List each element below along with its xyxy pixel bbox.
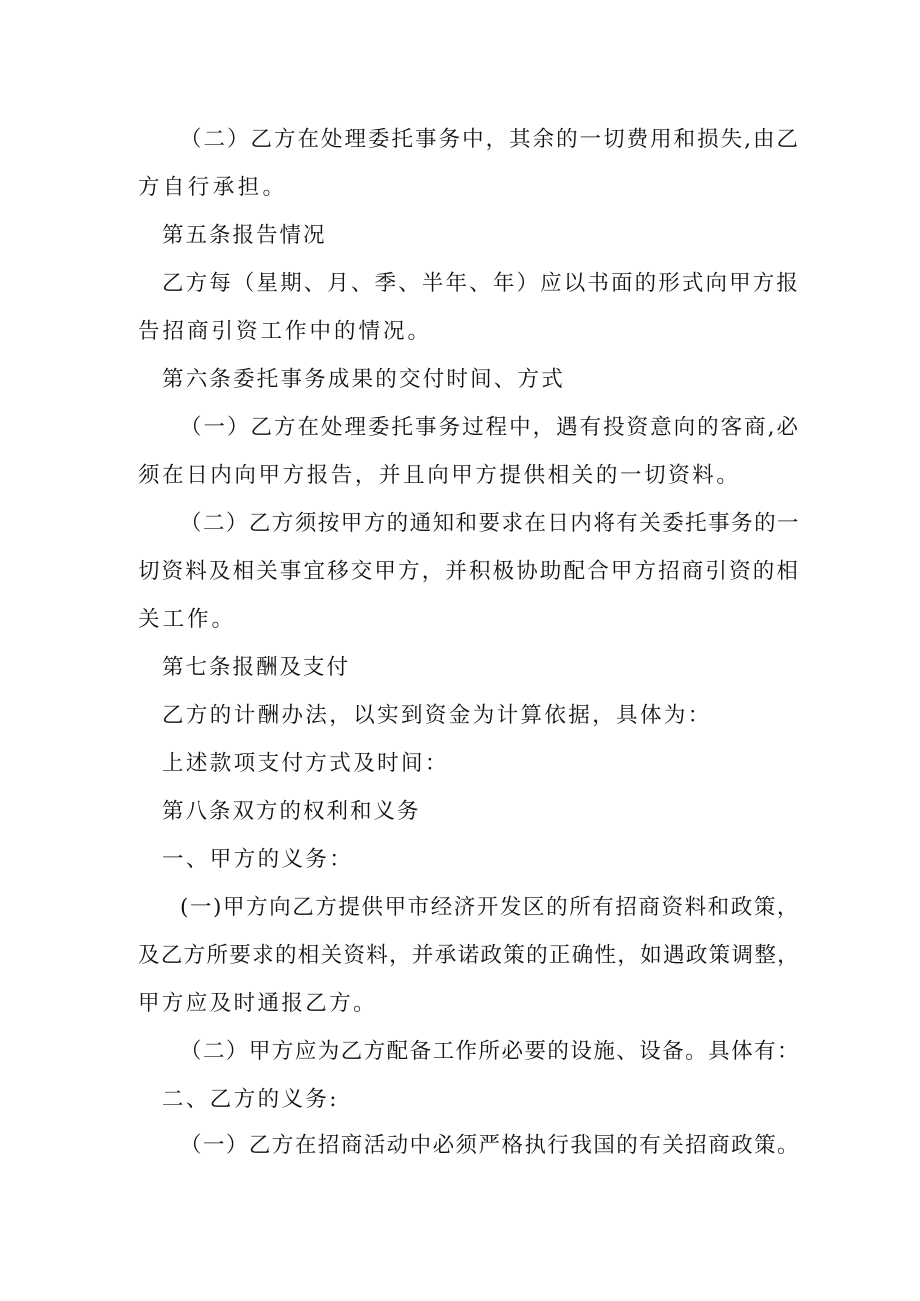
payment-method: 上述款项支付方式及时间： — [162, 751, 449, 776]
section-6-heading: 第六条委托事务成果的交付时间、方式 — [162, 367, 565, 392]
delivery-item-1-line-2: 须在日内向甲方报告，并且向甲方提供相关的一切资料。 — [138, 463, 741, 488]
paragraph-2-line-1: （二）乙方在处理委托事务中，其余的一切费用和损失,由乙 — [180, 127, 800, 152]
section-7-heading: 第七条报酬及支付 — [162, 655, 351, 680]
report-paragraph-line-2: 告招商引资工作中的情况。 — [138, 319, 433, 344]
party-a-item-2: （二）甲方应为乙方配备工作所必要的设施、设备。具体有： — [180, 1039, 800, 1064]
section-5-heading: 第五条报告情况 — [162, 223, 327, 248]
remuneration-method: 乙方的计酬办法，以实到资金为计算依据，具体为： — [162, 703, 712, 728]
party-b-item-1: （一）乙方在招商活动中必须严格执行我国的有关招商政策。 — [180, 1133, 800, 1158]
party-a-obligations-heading: 一、甲方的义务： — [162, 847, 354, 872]
party-a-item-1-line-1: (一)甲方向乙方提供甲市经济开发区的所有招商资料和政策， — [180, 895, 800, 920]
party-b-obligations-heading: 二、乙方的义务: — [162, 1087, 339, 1112]
delivery-item-2-line-1: （二）乙方须按甲方的通知和要求在日内将有关委托事务的一 — [180, 511, 800, 536]
delivery-item-1-line-1: （一）乙方在处理委托事务过程中，遇有投资意向的客商,必 — [180, 415, 800, 440]
report-paragraph-line-1: 乙方每（星期、月、季、半年、年）应以书面的形式向甲方报 — [162, 271, 800, 296]
paragraph-2-line-2: 方自行承担。 — [138, 175, 288, 200]
party-a-item-1-line-2: 及乙方所要求的相关资料，并承诺政策的正确性，如遇政策调整， — [138, 943, 800, 968]
delivery-item-2-line-3: 关工作。 — [138, 607, 237, 632]
party-a-item-1-line-3: 甲方应及时通报乙方。 — [138, 991, 378, 1016]
section-8-heading: 第八条双方的权利和义务 — [162, 799, 421, 824]
delivery-item-2-line-2: 切资料及相关事宜移交甲方，并积极协助配合甲方招商引资的相 — [138, 559, 800, 584]
